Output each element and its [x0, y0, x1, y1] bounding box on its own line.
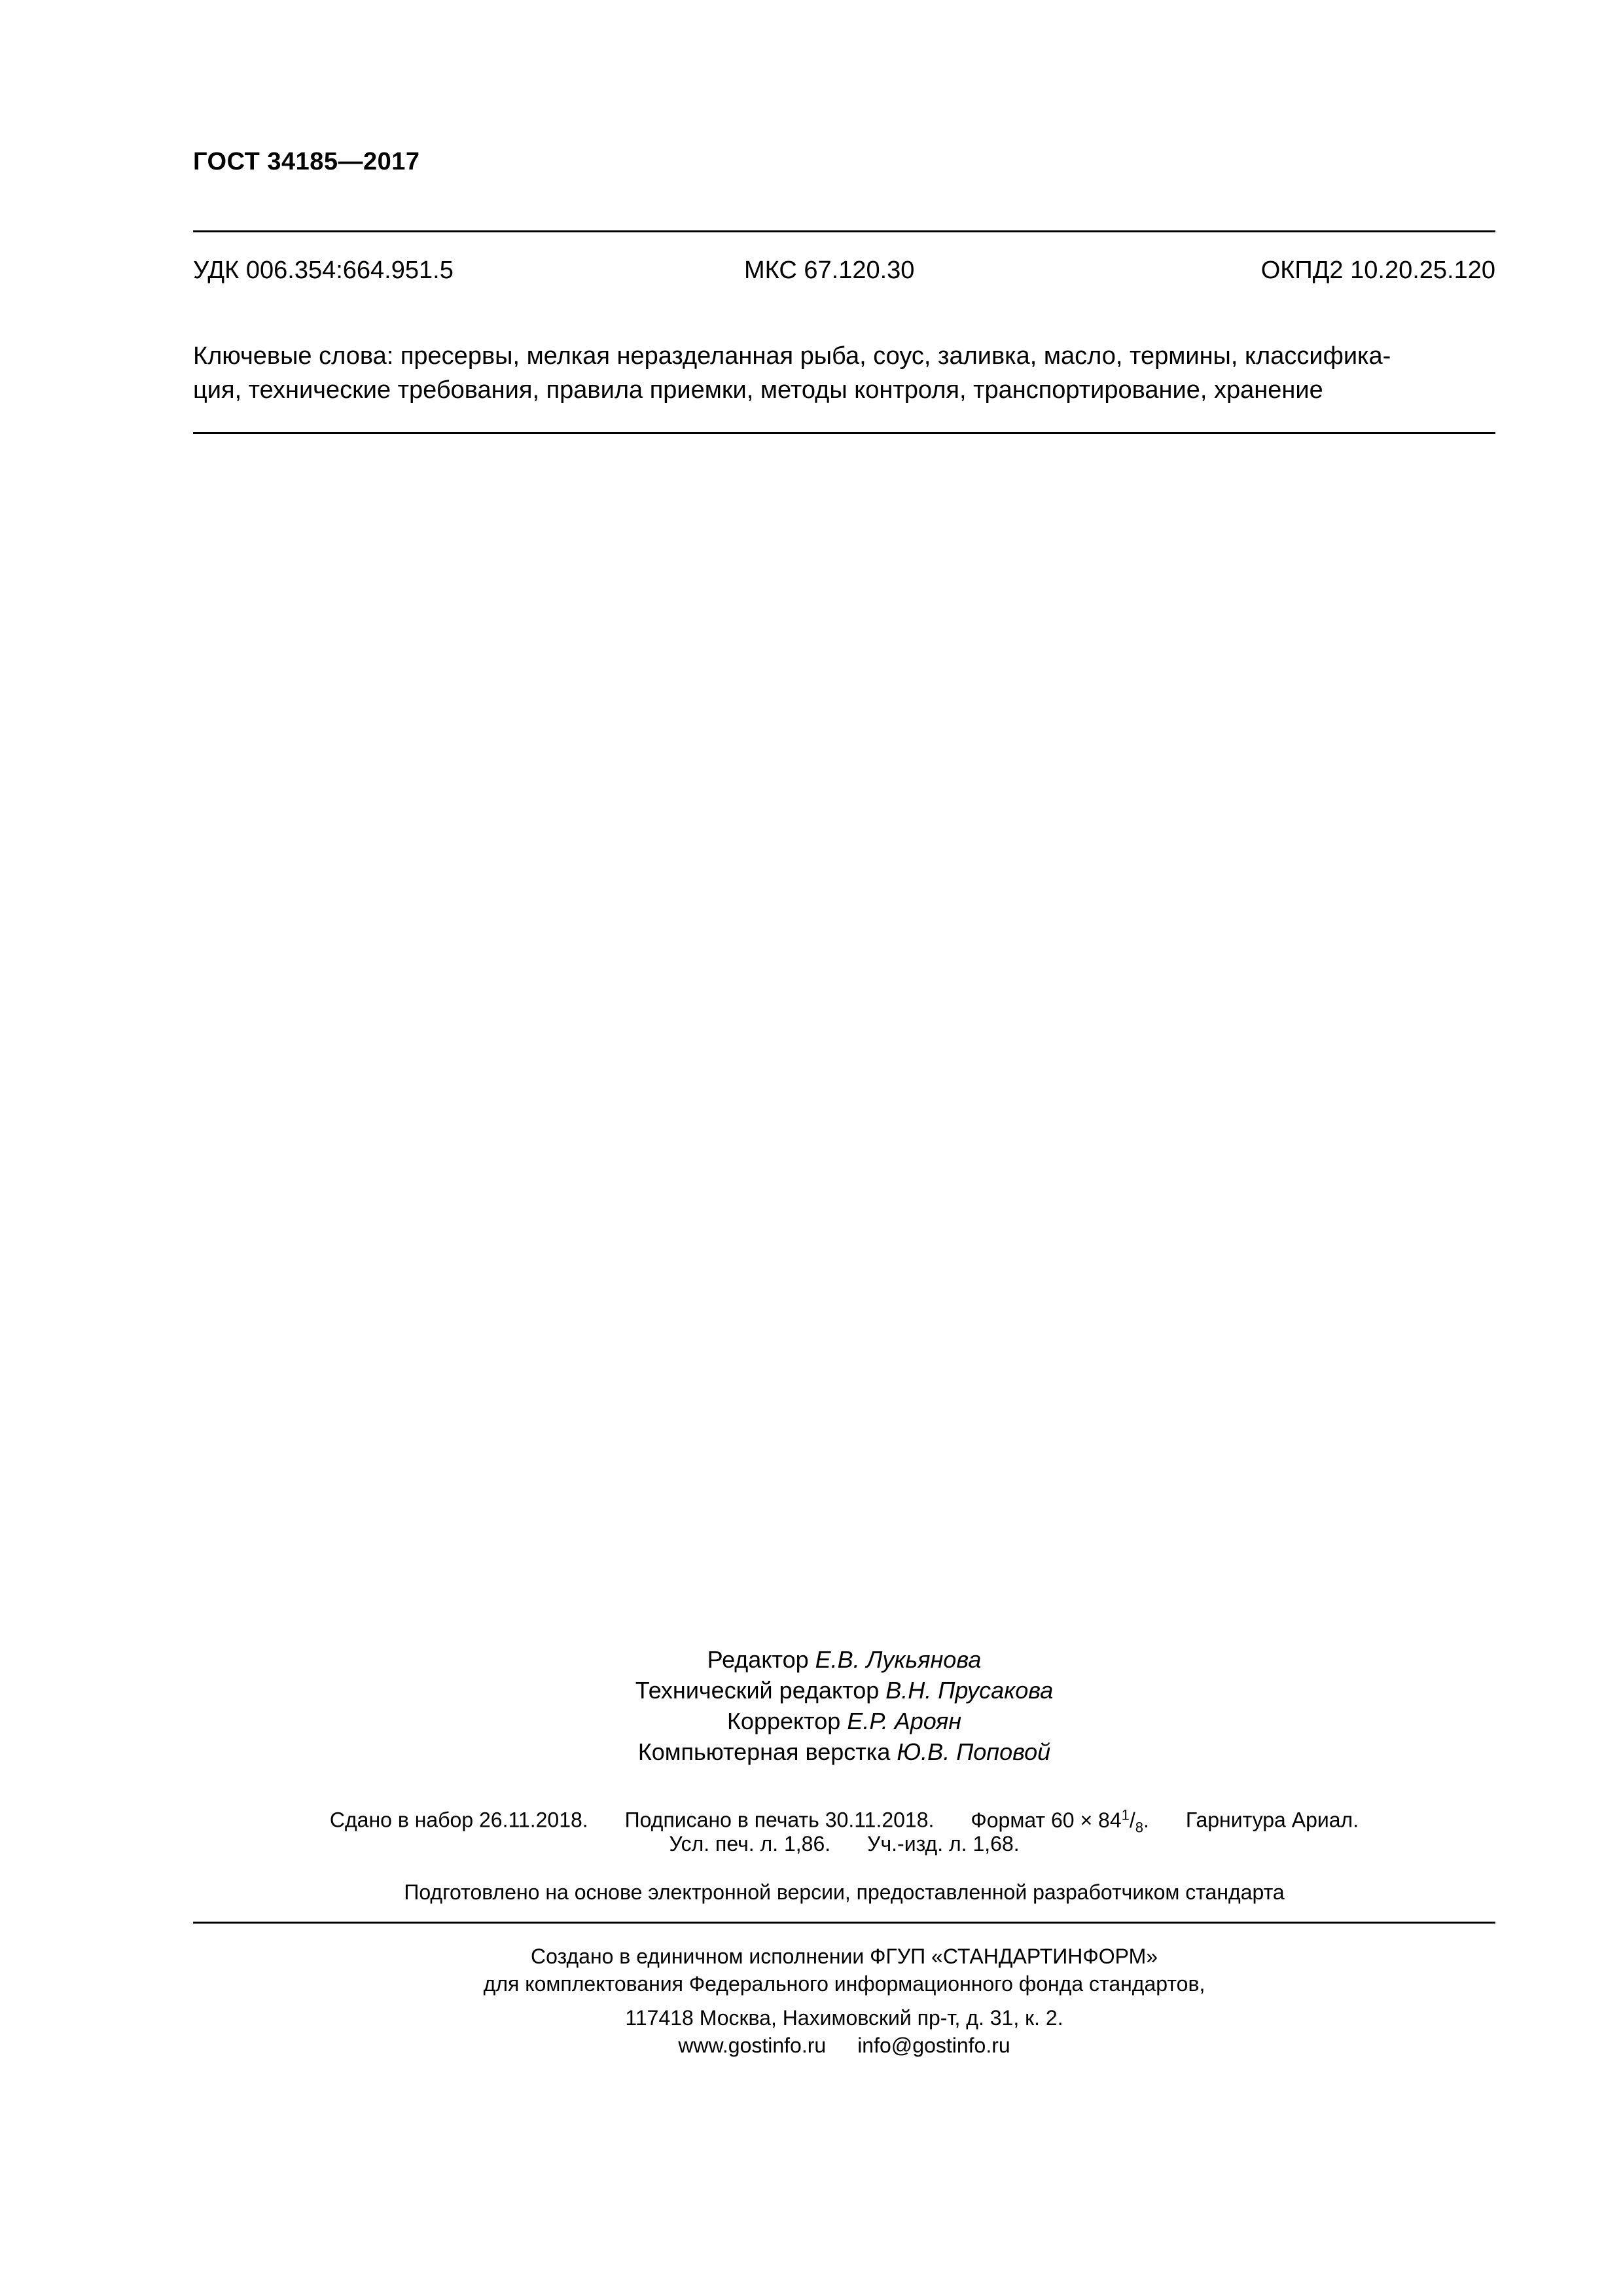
- staff-credits: [193, 1644, 1495, 1767]
- print-sheets: Усл. печ. л. 1,86.: [669, 1832, 831, 1856]
- prepared-note: Подготовлено на основе электронной версии, предоставленной разработчиком стандарта: [404, 1880, 1285, 1904]
- document-number: ГОСТ 34185—2017: [193, 148, 420, 175]
- keywords-block: [193, 339, 1495, 407]
- format-denominator: 8: [1135, 1819, 1144, 1836]
- staff-line: [193, 1675, 1495, 1706]
- typeset-date: Сдано в набор 26.11.2018.: [329, 1808, 588, 1832]
- publisher-sheets: Уч.-изд. л. 1,68.: [867, 1832, 1020, 1856]
- staff-role: Компьютерная верстка: [637, 1738, 891, 1765]
- format-info: Формат $60 \times 84^1/_8$.: [971, 1806, 1149, 1836]
- udk-code: УДК 006.354:664.951.5: [193, 257, 454, 284]
- format-suffix: .: [1143, 1808, 1149, 1832]
- format-prefix: Формат 60 × 84: [971, 1808, 1122, 1832]
- staff-line: [193, 1644, 1495, 1675]
- top-divider: [193, 230, 1495, 232]
- staff-line: [193, 1706, 1495, 1736]
- keywords-line: Ключевые слова: пресервы, мелкая неразделанная рыба, соус, заливка, масло, термины, классифика-: [193, 342, 1391, 370]
- staff-name: Ю.В. Поповой: [897, 1738, 1051, 1765]
- publisher-created: Создано в единичном исполнении ФГУП «СТАНДАРТИНФОРМ»: [530, 1945, 1158, 1968]
- staff-role: Корректор: [726, 1708, 841, 1734]
- staff-name: Е.В. Лукьянова: [815, 1646, 982, 1673]
- keywords-line: ция, технические требования, правила приемки, методы контроля, транспортирование, хранение: [193, 376, 1323, 404]
- sheet-counts: [193, 1830, 1495, 1857]
- typeface-info: Гарнитура Ариал.: [1185, 1808, 1359, 1832]
- format-numerator: 1: [1121, 1806, 1130, 1823]
- okpd-code: ОКПД2 10.20.25.120: [1260, 257, 1495, 284]
- staff-role: Редактор: [707, 1646, 809, 1673]
- classification-codes: [193, 257, 1495, 285]
- website-link[interactable]: www.gostinfo.ru: [678, 2034, 827, 2057]
- staff-name: Е.Р. Ароян: [847, 1708, 962, 1734]
- footer-divider: [193, 1922, 1495, 1924]
- mks-code: МКС 67.120.30: [744, 257, 915, 284]
- publisher-purpose: для комплектования Федерального информационного фонда стандартов,: [483, 1972, 1205, 1996]
- staff-role: Технический редактор: [635, 1677, 880, 1704]
- signed-date: Подписано в печать 30.11.2018.: [624, 1808, 935, 1832]
- publisher-address: 117418 Москва, Нахимовский пр-т, д. 31, к. 2.: [625, 2006, 1063, 2030]
- staff-name: В.Н. Прусакова: [885, 1677, 1054, 1704]
- publisher-contacts: [193, 2032, 1495, 2059]
- email-link[interactable]: info@gostinfo.ru: [857, 2034, 1010, 2057]
- staff-line: [193, 1736, 1495, 1767]
- keywords-divider: [193, 432, 1495, 434]
